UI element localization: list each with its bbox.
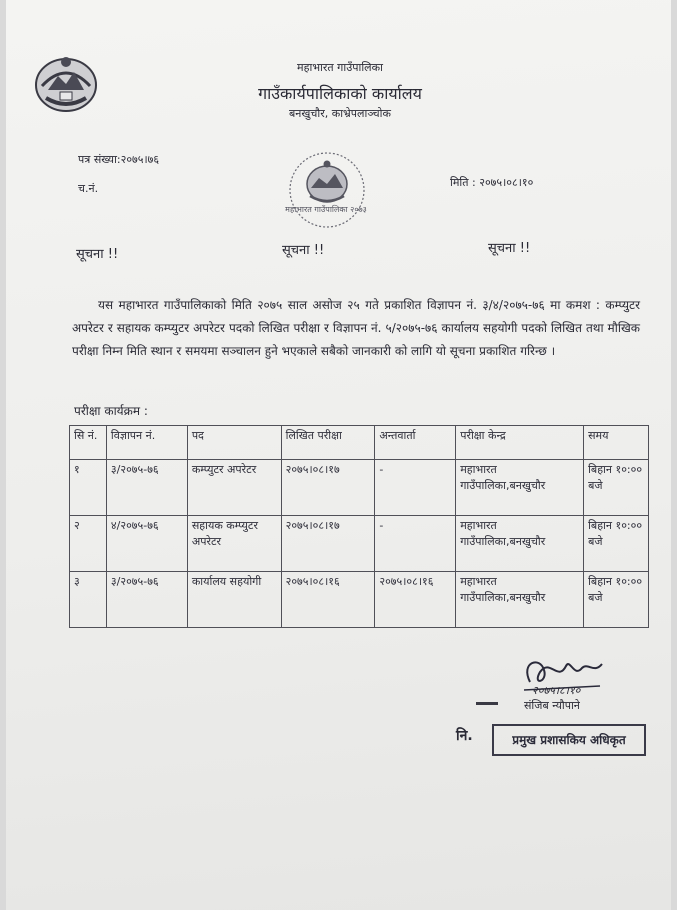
cell-written-exam: २०७५।०८।१७ (281, 460, 375, 516)
seal-text: महाभारत गाउँपालिका २०७३ (285, 205, 367, 214)
header-post: पद (187, 426, 281, 460)
officer-title-stamp: प्रमुख प्रशासकिय अधिकृत (492, 724, 646, 756)
cell-interview: २०७५।०८।१६ (375, 572, 456, 628)
office-name: गाउँकार्यपालिकाको कार्यालय (258, 84, 422, 103)
cell-serial: ३ (70, 572, 107, 628)
header-time: समय (584, 426, 649, 460)
header-advertisement-no: विज्ञापन नं. (106, 426, 187, 460)
cell-written-exam: २०७५।०८।१६ (281, 572, 375, 628)
header-interview: अन्तवार्ता (375, 426, 456, 460)
office-address: बनखुचौर, काभ्रेपलाञ्चोक (289, 107, 391, 120)
letter-date: मिति : २०७५।०८।१० (450, 176, 534, 189)
notice-heading-center: सूचना !! (282, 243, 325, 258)
header-serial: सि नं. (70, 426, 107, 460)
table-header-row (70, 426, 649, 460)
table-row (70, 516, 649, 572)
cell-time: बिहान १०:०० बजे (584, 516, 649, 572)
cell-advertisement-no: ३/२०७५-७६ (106, 572, 187, 628)
cell-exam-center: महाभारत गाउँपालिका,बनखुचौर (456, 572, 584, 628)
cell-interview: - (375, 516, 456, 572)
header-exam-center: परीक्षा केन्द्र (456, 426, 584, 460)
cell-post: कम्प्युटर अपरेटर (187, 460, 281, 516)
signatory-prefix: नि. (456, 728, 473, 744)
table-row (70, 572, 649, 628)
cell-written-exam: २०७५।०८।१७ (281, 516, 375, 572)
cell-time: बिहान १०:०० बजे (584, 460, 649, 516)
cell-advertisement-no: ४/२०७५-७६ (106, 516, 187, 572)
notice-heading-right: सूचना !! (488, 241, 531, 256)
dispatch-number: च.नं. (78, 182, 99, 195)
municipality-name: महाभारत गाउँपालिका (297, 61, 383, 74)
cell-interview: - (375, 460, 456, 516)
signature-date: २०७५।८।१० (532, 684, 581, 697)
cell-post: कार्यालय सहयोगी (187, 572, 281, 628)
letter-number: पत्र संख्या:२०७५।७६ (78, 153, 160, 166)
notice-body (72, 294, 640, 363)
signature-dash (476, 702, 498, 705)
cell-time: बिहान १०:०० बजे (584, 572, 649, 628)
header-written-exam: लिखित परीक्षा (281, 426, 375, 460)
cell-post: सहायक कम्प्युटर अपरेटर (187, 516, 281, 572)
cell-serial: २ (70, 516, 107, 572)
nepal-emblem-icon (32, 52, 100, 114)
schedule-label: परीक्षा कार्यक्रम : (74, 404, 148, 418)
cell-serial: १ (70, 460, 107, 516)
cell-advertisement-no: ३/२०७५-७६ (106, 460, 187, 516)
table-row (70, 460, 649, 516)
notice-heading-left: सूचना !! (76, 247, 119, 262)
cell-exam-center: महाभारत गाउँपालिका,बनखुचौर (456, 516, 584, 572)
office-seal-icon (286, 150, 368, 230)
cell-exam-center: महाभारत गाउँपालिका,बनखुचौर (456, 460, 584, 516)
signatory-name: संजिब न्यौपाने (524, 699, 580, 712)
exam-schedule-table (69, 425, 649, 628)
notice-body-text: यस महाभारत गाउँपालिकाको मिति २०७५ साल असोज २५ गते प्रकाशित विज्ञापन नं. ३/४/२०७५-७६ मा कमश : कम्प्युटर अपरेटर र सहायक कम्प्युटर अपरेटर पदको लिखित परीक्षा र विज्ञापन नं. ५/२०७५-७६ कार्यालय सहयोगी पदको लिखित तथा मौखिक परीक्षा निम्न मिति स्थान र समयमा सञ्चालन हुने भएकाले सबैको जानकारी को लागि यो सूचना प्रकाशित गरिन्छ । (72, 298, 640, 358)
